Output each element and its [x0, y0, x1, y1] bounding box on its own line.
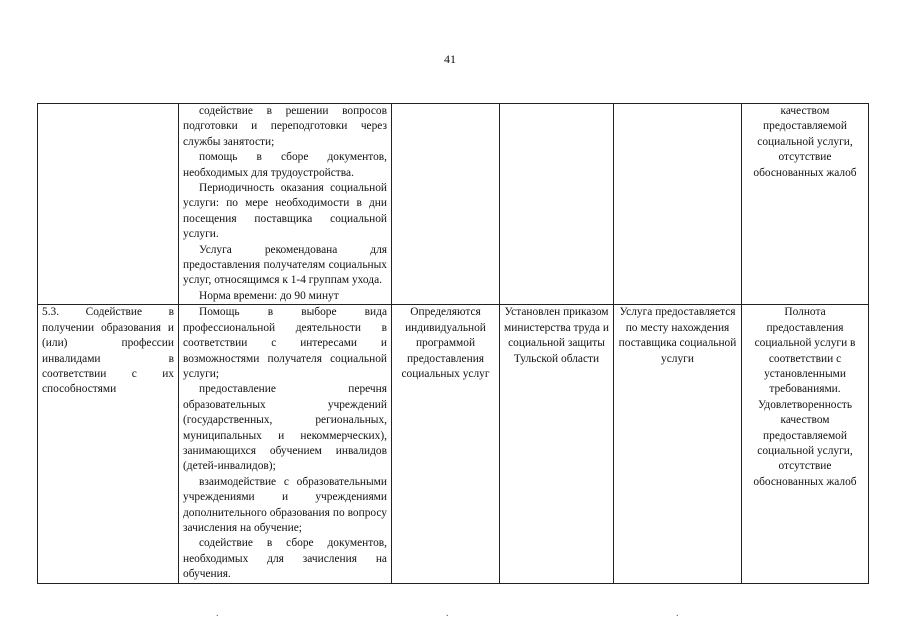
description-paragraph: взаимодействие с образовательными учреждениями и учреждениями дополнительного образования по вопросу зачисления на обучение; [183, 475, 387, 534]
footer-mark: . [676, 608, 679, 619]
cell-tariff: Установлен приказом министерства труда и социальной защиты Тульской области [500, 305, 614, 583]
description-paragraph: содействие в сборе документов, необходимых для зачисления на обучения. [183, 537, 387, 581]
page-number: 41 [444, 52, 456, 66]
description-paragraph: помощь в сборе документов, необходимых для трудоустройства. [183, 151, 387, 179]
footer-mark: . [216, 608, 219, 619]
description-paragraph: предоставление перечня образовательных учреждений (государственных, региональных, муниципальных и некоммерческих), занимающихся обучением инвалидов (детей-инвалидов); [183, 383, 387, 473]
description-paragraph: содействие в решении вопросов подготовки и переподготовки через службы занятости; [183, 105, 387, 148]
cell-volume: Определяются индивидуальной программой предоставления социальных услуг [392, 305, 500, 583]
cell-quality: качеством предоставляемой социальной услуги, отсутствие обоснованных жалоб [742, 104, 869, 305]
cell-service-name: 5.3. Содействие в получении образования и (или) профессии инвалидами в соответствии с их способностями [38, 305, 179, 583]
cell-quality: Полнота предоставления социальной услуги в соответствии с установленными требованиями. Удовлетворенность качеством предоставляемой социальной услуги, отсутствие обоснованных жалоб [742, 305, 869, 583]
description-paragraph: Периодичность оказания социальной услуги: по мере необходимости в дни посещения поставщика социальной услуги. [183, 182, 387, 241]
cell-service-description [179, 305, 392, 583]
description-paragraph: Услуга рекомендована для предоставления получателям социальных услуг, относящимся к 1-4 группам ухода. [183, 243, 387, 287]
cell-service-name-empty [38, 104, 179, 305]
services-table [37, 103, 869, 584]
table-row-5-3 [38, 305, 869, 583]
cell-service-description [179, 104, 392, 305]
cell-term-empty [614, 104, 742, 305]
description-paragraph: Помощь в выборе вида профессиональной деятельности в соответствии с интересами и возможностями получателя социальной услуги; [183, 306, 387, 380]
cell-tariff-empty [500, 104, 614, 305]
description-paragraph: Норма времени: до 90 минут [199, 289, 339, 302]
table-row-continued [38, 104, 869, 305]
footer-mark: . [446, 608, 449, 619]
cell-term: Услуга предоставляется по месту нахождения поставщика социальной услуги [614, 305, 742, 583]
cell-volume-empty [392, 104, 500, 305]
